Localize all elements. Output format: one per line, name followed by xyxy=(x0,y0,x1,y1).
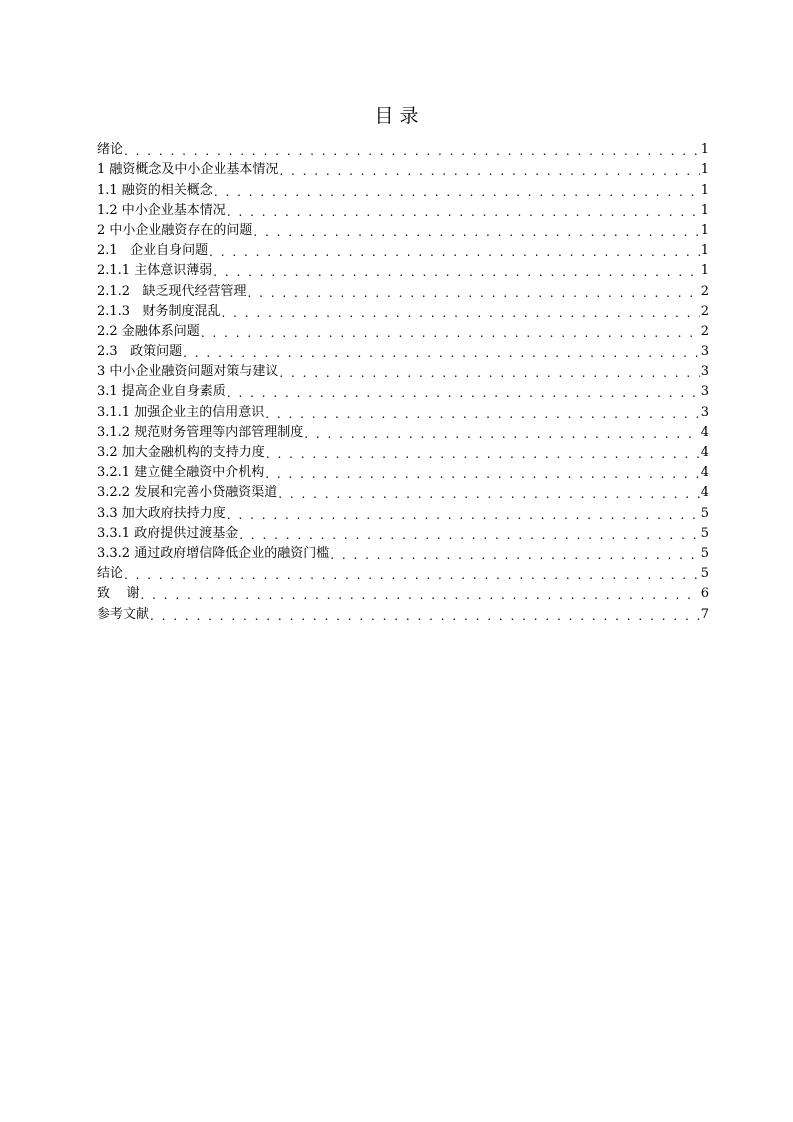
toc-dot-leader xyxy=(227,203,700,221)
toc-entry-label: 3.1.2 规范财务管理等内部管理制度 xyxy=(97,424,304,440)
toc-entry-page: 1 xyxy=(700,263,709,279)
toc-entry-page: 1 xyxy=(700,182,709,198)
toc-entry-page: 6 xyxy=(700,586,709,602)
toc-entry-label: 1.2 中小企业基本情况 xyxy=(97,202,226,218)
toc-entry-acknowledgements[interactable] xyxy=(97,584,709,604)
toc-entry-page: 7 xyxy=(700,606,709,622)
toc-dot-leader xyxy=(141,586,700,604)
toc-dot-leader xyxy=(265,465,700,483)
toc-entry-page: 1 xyxy=(700,243,709,259)
toc-entry-chapter-1[interactable] xyxy=(97,160,709,180)
toc-dot-leader xyxy=(124,566,700,584)
toc-entry-chapter-3[interactable] xyxy=(97,362,709,382)
toc-dot-leader xyxy=(209,243,700,261)
toc-entry-page: 1 xyxy=(700,162,709,178)
toc-entry-page: 2 xyxy=(700,283,709,299)
toc-entry-page: 4 xyxy=(700,485,709,501)
toc-entry-page: 5 xyxy=(700,525,709,541)
toc-entry-page: 5 xyxy=(700,545,709,561)
toc-entry-page: 4 xyxy=(700,465,709,481)
toc-entry-conclusion[interactable] xyxy=(97,564,709,584)
toc-entry-section-2-1-3[interactable] xyxy=(97,302,709,322)
toc-entry-section-3-1-1[interactable] xyxy=(97,402,709,422)
toc-dot-leader xyxy=(221,304,699,322)
toc-entry-label: 3.3.1 政府提供过渡基金 xyxy=(97,525,239,541)
toc-entry-label: 3.3.2 通过政府增信降低企业的融资门槛 xyxy=(97,545,330,561)
toc-entry-page: 1 xyxy=(700,222,709,238)
toc-entry-section-2-1-2[interactable] xyxy=(97,281,709,301)
toc-entry-label: 参考文献 xyxy=(97,606,150,622)
toc-entry-introduction[interactable] xyxy=(97,140,709,160)
toc-entry-page: 2 xyxy=(700,303,709,319)
toc-entry-label: 3.3 加大政府扶持力度 xyxy=(97,505,226,521)
toc-dot-leader xyxy=(278,485,700,503)
toc-dot-leader xyxy=(150,607,700,625)
toc-entry-section-2-3[interactable] xyxy=(97,342,709,362)
toc-dot-leader xyxy=(247,284,699,302)
toc-entry-label: 2 中小企业融资存在的问题 xyxy=(97,222,253,238)
toc-entry-label: 2.1.2 缺乏现代经营管理 xyxy=(97,283,247,299)
toc-dot-leader xyxy=(266,445,700,463)
toc-entry-label: 3 中小企业融资问题对策与建议 xyxy=(97,364,279,380)
toc-entry-label: 绪论 xyxy=(97,142,124,158)
toc-entry-references[interactable] xyxy=(97,604,709,624)
toc-entry-page: 3 xyxy=(700,404,709,420)
toc-dot-leader xyxy=(253,223,699,241)
toc-entry-page: 3 xyxy=(700,384,709,400)
toc-entry-page: 2 xyxy=(700,323,709,339)
toc-entry-section-3-3-2[interactable] xyxy=(97,544,709,564)
toc-entry-page: 4 xyxy=(700,445,709,460)
toc-entry-label: 结论 xyxy=(97,566,124,582)
toc-entry-label: 2.1 企业自身问题 xyxy=(97,243,209,259)
toc-entry-section-1-2[interactable] xyxy=(97,201,709,221)
toc-entry-label: 致 谢 xyxy=(97,586,140,602)
toc-entry-label: 1.1 融资的相关概念 xyxy=(97,182,213,198)
toc-dot-leader xyxy=(227,384,700,402)
toc-dot-leader xyxy=(227,506,700,524)
toc-entry-label: 3.2.1 建立健全融资中介机构 xyxy=(97,465,265,481)
toc-entry-label: 3.1 提高企业自身素质 xyxy=(97,384,226,400)
toc-dot-leader xyxy=(213,263,700,281)
toc-dot-leader xyxy=(201,324,700,342)
toc-entry-page: 5 xyxy=(700,566,709,582)
toc-entry-section-3-1-2[interactable] xyxy=(97,423,709,443)
toc-entry-label: 2.3 政策问题 xyxy=(97,344,183,360)
toc-entry-section-3-2-1[interactable] xyxy=(97,463,709,483)
toc-dot-leader xyxy=(214,183,700,201)
toc-dot-leader xyxy=(265,405,700,423)
toc-entry-label: 2.1.3 财务制度混乱 xyxy=(97,303,221,319)
toc-entry-label: 1 融资概念及中小企业基本情况 xyxy=(97,162,279,178)
toc-entry-label: 2.2 金融体系问题 xyxy=(97,323,200,339)
toc-entry-page: 4 xyxy=(700,424,709,440)
toc-entry-section-3-2-2[interactable] xyxy=(97,483,709,503)
toc-entry-page: 3 xyxy=(700,364,709,380)
toc-entry-section-3-1[interactable] xyxy=(97,382,709,402)
toc-entry-label: 3.2.2 发展和完善小贷融资渠道 xyxy=(97,485,278,501)
toc-entry-section-2-2[interactable] xyxy=(97,322,709,342)
toc-entry-page: 1 xyxy=(700,142,709,158)
toc-entry-label: 2.1.1 主体意识薄弱 xyxy=(97,263,213,279)
toc-entry-page: 5 xyxy=(700,505,709,521)
toc-entry-label: 3.1.1 加强企业主的信用意识 xyxy=(97,404,265,420)
toc-entry-chapter-2[interactable] xyxy=(97,221,709,241)
toc-entry-section-1-1[interactable] xyxy=(97,180,709,200)
toc-dot-leader xyxy=(279,162,699,180)
toc-entry-section-3-3-1[interactable] xyxy=(97,524,709,544)
toc-dot-leader xyxy=(304,425,700,443)
toc-dot-leader xyxy=(279,364,699,382)
toc-dot-leader xyxy=(183,344,700,362)
toc-list xyxy=(97,140,709,625)
toc-entry-section-2-1-1[interactable] xyxy=(97,261,709,281)
toc-dot-leader xyxy=(239,526,700,544)
toc-entry-section-2-1[interactable] xyxy=(97,241,709,261)
toc-entry-label: 3.2 加大金融机构的支持力度 xyxy=(97,445,265,460)
toc-title: 目 录 xyxy=(374,105,419,127)
toc-entry-section-3-2[interactable] xyxy=(97,443,709,463)
toc-dot-leader xyxy=(330,546,700,564)
toc-entry-page: 1 xyxy=(700,202,709,218)
toc-entry-page: 3 xyxy=(700,344,709,360)
toc-entry-section-3-3[interactable] xyxy=(97,503,709,523)
toc-dot-leader xyxy=(124,142,700,160)
